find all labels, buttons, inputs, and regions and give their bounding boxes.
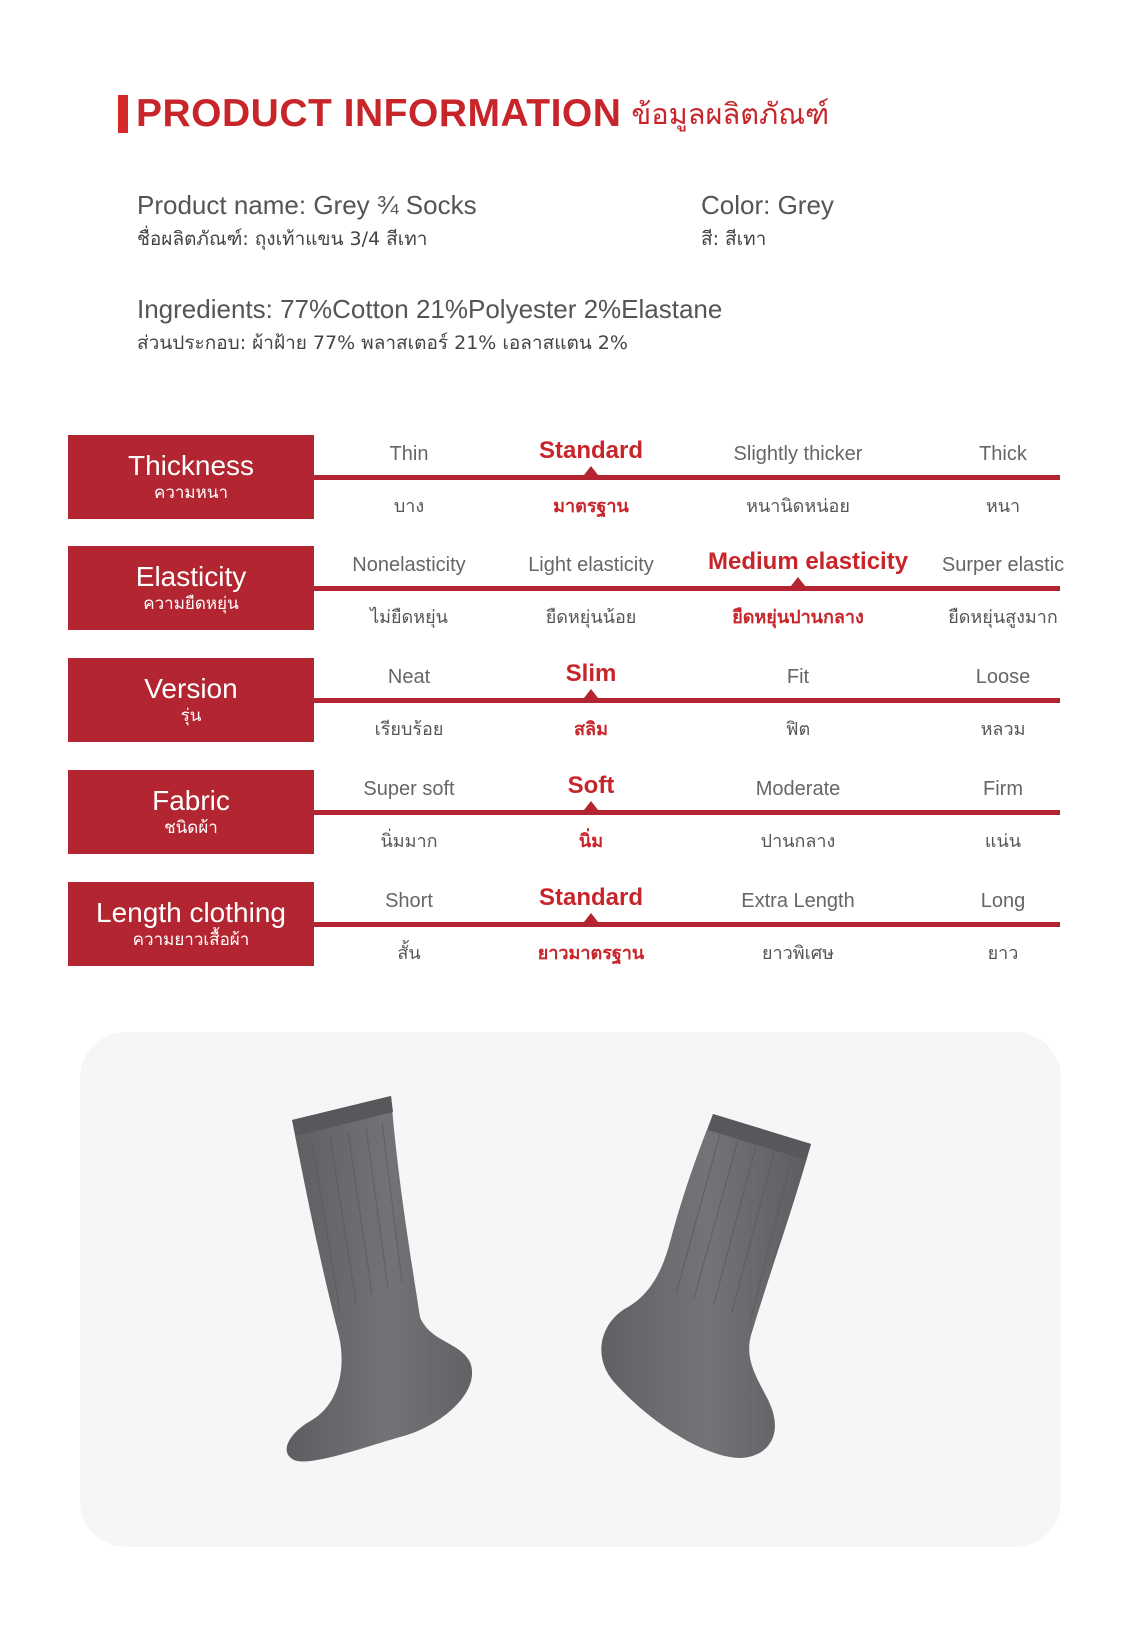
scale-option-th: ยาว	[987, 943, 1019, 964]
scale-option	[708, 435, 888, 519]
left-sock	[287, 1096, 472, 1461]
scale-option-en: Long	[980, 890, 1026, 912]
right-sock	[601, 1114, 811, 1458]
scale-option-en: Soft	[567, 772, 615, 799]
scale-option-th: นิ่ม	[578, 831, 604, 852]
scale-option-th: ปานกลาง	[760, 831, 836, 852]
scale-option	[913, 658, 1093, 742]
scale-option-en: Slightly thicker	[733, 443, 863, 465]
scale-option-th: ฟิต	[785, 719, 811, 740]
selected-marker-icon	[580, 689, 602, 703]
attribute-label-en: Fabric	[152, 785, 230, 816]
scale-option	[319, 435, 499, 519]
scale-option-selected	[708, 546, 909, 630]
product-color-block	[701, 190, 834, 254]
attribute-label-th: รุ่น	[180, 706, 202, 726]
attribute-label-th: ความยืดหยุ่น	[143, 594, 239, 614]
attribute-label-en: Elasticity	[135, 561, 247, 592]
scale-option-en: Firm	[983, 778, 1023, 800]
scale-option-th: ยาวพิเศษ	[761, 943, 835, 964]
scale-option	[708, 770, 888, 854]
scale-option-en: Slim	[565, 660, 617, 687]
scale-option	[319, 882, 499, 966]
scale-option-en: Neat	[387, 666, 431, 688]
scale-option	[708, 658, 888, 742]
attribute-row-version	[68, 658, 1060, 742]
attribute-label	[68, 658, 314, 742]
scale-option	[319, 546, 499, 630]
attribute-label	[68, 546, 314, 630]
attribute-label-en: Version	[144, 673, 238, 704]
product-color-en: Color: Grey	[701, 190, 834, 220]
product-ingredients-en: Ingredients: 77%Cotton 21%Polyester 2%Elastane	[137, 294, 723, 324]
scale-option-selected	[501, 435, 681, 519]
attribute-label	[68, 770, 314, 854]
product-ingredients-block	[137, 294, 722, 358]
scale-option-th: ยาวมาตรฐาน	[537, 943, 645, 964]
scale-option-en: Thick	[979, 443, 1027, 465]
scale-option-en: Short	[385, 890, 433, 912]
scale-option-en: Super soft	[363, 778, 455, 800]
scale-option-th: สั้น	[397, 943, 421, 964]
scale-option	[501, 546, 681, 630]
scale-option-th: บาง	[393, 496, 425, 517]
scale-option-en: Surper elastic	[941, 554, 1065, 576]
scale-option-th: เรียบร้อย	[374, 719, 444, 740]
scale-option	[913, 770, 1093, 854]
product-color-th: สี: สีเทา	[701, 228, 767, 250]
selected-marker-icon	[580, 466, 602, 480]
attribute-row-thickness	[68, 435, 1060, 519]
scale-option-th: ยืดหยุ่นปานกลาง	[732, 607, 864, 628]
attribute-label-th: ความยาวเสื้อผ้า	[132, 930, 250, 950]
scale-option	[708, 882, 888, 966]
scale-option-selected	[501, 770, 681, 854]
scale-option-th: มาตรฐาน	[553, 496, 629, 517]
product-name-en: Product name: Grey ¾ Socks	[137, 190, 477, 220]
selected-marker-icon	[787, 577, 809, 591]
heading-title-en: PRODUCT INFORMATION	[136, 92, 622, 135]
attribute-label-en: Thickness	[127, 450, 255, 481]
scale-option-en: Standard	[538, 884, 643, 911]
selected-marker-icon	[580, 801, 602, 815]
scale-option-en: Loose	[975, 666, 1031, 688]
selected-marker-icon	[580, 913, 602, 927]
attribute-row-fabric	[68, 770, 1060, 854]
scale-option-en: Medium elasticity	[708, 548, 909, 575]
attribute-row-elasticity	[68, 546, 1065, 630]
scale-option-en: Extra Length	[741, 890, 855, 912]
scale-option-th: แน่น	[984, 831, 1022, 852]
scale-option-en: Moderate	[755, 778, 841, 800]
scale-option-th: สลิม	[574, 719, 608, 740]
scale-option-th: ยืดหยุ่นสูงมาก	[948, 607, 1058, 628]
attribute-label-th: ชนิดผ้า	[164, 818, 218, 838]
attribute-label	[68, 882, 314, 966]
attribute-label-en: Length clothing	[96, 897, 286, 928]
scale-option-en: Nonelasticity	[352, 554, 466, 576]
scale-option	[319, 658, 499, 742]
scale-option-en: Fit	[786, 666, 810, 688]
product-ingredients-th: ส่วนประกอบ: ผ้าฝ้าย 77% พลาสเตอร์ 21% เอลาสแตน 2%	[137, 332, 628, 354]
scale-option-en: Standard	[538, 437, 643, 464]
attribute-label-th: ความหนา	[153, 483, 229, 503]
scale-option-th: ไม่ยืดหยุ่น	[370, 607, 448, 628]
product-name-th: ชื่อผลิตภัณฑ์: ถุงเท้าแขน 3/4 สีเทา	[137, 228, 428, 250]
scale-option	[319, 770, 499, 854]
scale-option-selected	[501, 882, 681, 966]
scale-option	[913, 435, 1093, 519]
scale-option-th: นิ่มมาก	[380, 831, 438, 852]
product-photo	[80, 1032, 1061, 1547]
scale-option	[913, 546, 1093, 630]
scale-option	[913, 882, 1093, 966]
page-heading	[118, 92, 829, 136]
grey-socks-illustration	[80, 1032, 1061, 1547]
scale-option-th: หลวม	[980, 719, 1026, 740]
attribute-label	[68, 435, 314, 519]
attribute-row-length-clothing	[68, 882, 1060, 966]
scale-option-selected	[501, 658, 681, 742]
scale-option-th: หนานิดหน่อย	[746, 496, 850, 517]
product-name-block	[137, 190, 477, 254]
scale-option-en: Thin	[389, 443, 429, 465]
scale-option-th: หนา	[985, 496, 1021, 517]
heading-title-th: ข้อมูลผลิตภัณฑ์	[631, 97, 830, 131]
scale-option-th: ยืดหยุ่นน้อย	[545, 607, 637, 628]
heading-accent-bar	[118, 95, 128, 133]
scale-option-en: Light elasticity	[528, 554, 654, 576]
